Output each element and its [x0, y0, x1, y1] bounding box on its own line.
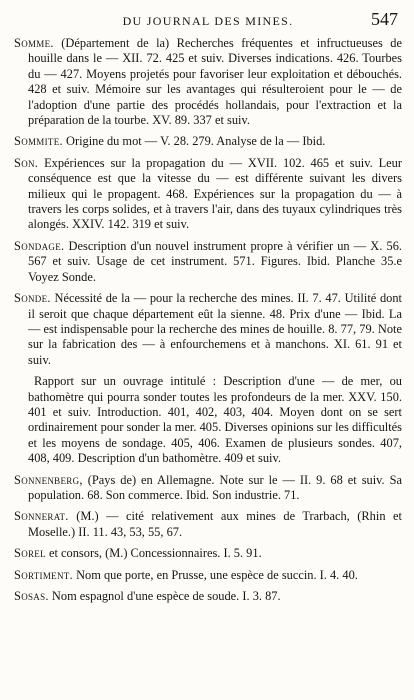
page-number: 547 — [371, 9, 398, 29]
index-entry-sommite — [14, 134, 402, 149]
entry-term: Sosas. — [14, 589, 49, 603]
entry-text: et consors, (M.) Concessionnaires. I. 5. 91. — [49, 546, 262, 561]
entry-text: Nom que porte, en Prusse, une espèce de succin. I. 4. 40. — [76, 567, 358, 582]
entry-text: Description d'un nouvel instrument propre à vérifier un — X. 56. 567 et suiv. Usage de cet instrument. 571. Figures. Ibid. Planche 35.e Voyez Sonde. — [28, 238, 402, 284]
index-entry-sosas — [14, 589, 402, 604]
index-subentry-bathometre — [14, 374, 402, 466]
index-entry-sondage — [14, 239, 402, 285]
index-entries — [14, 36, 402, 604]
entry-text: (Département de la) Recherches fréquentes et infructueuses de houille dans le — XII. 72. 425 et suiv. Diverses indications. 426. Tourbes du — 427. Moyens projetés pour favoriser leur exploitation et débouchés. 428 et suiv. Mémoire sur les avantages qui résulteroient pour le — de l'adoption d'une partie des procédés hollandais, pour l'extraction et la préparation de la tourbe. XV. 89. 337 et suiv. — [28, 36, 402, 128]
entry-term: Sortiment. — [14, 567, 73, 582]
entry-term: Somme. — [14, 36, 54, 50]
entry-term: Sommite. — [14, 134, 63, 149]
entry-text: (Pays de) en Allemagne. Note sur le — II. 9. 68 et suiv. Sa population. 68. Son commerce. Ibid. Son industrie. 71. — [28, 472, 402, 502]
entry-text: Origine du mot — V. 28. 279. Analyse de la — Ibid. — [66, 134, 326, 149]
index-entry-sonde — [14, 291, 402, 368]
entry-text: (M.) — cité relativement aux mines de Trarbach, (Rhin et Moselle.) II. 11. 43, 53, 55, 67. — [28, 509, 402, 539]
index-entry-sortiment — [14, 568, 402, 583]
entry-term: Sonnerat. — [14, 509, 69, 524]
entry-text: Nom espagnol d'une espèce de soude. I. 3. 87. — [51, 589, 281, 603]
entry-term: Sonnenberg, — [14, 472, 83, 487]
running-title: DU JOURNAL DES MINES. — [122, 14, 294, 28]
entry-term: Son. — [14, 155, 39, 170]
running-header — [14, 10, 402, 36]
entry-text: Expériences sur la propagation du — XVII. 102. 465 et suiv. Leur conséquence est que la vitesse du — est différente suivant les divers milieux qui le propagent. 468. Expériences sur la propagation du — à travers les corps solides, et à travers l'air, dans des tuyaux cylindriques très alongés. XXIV. 142. 319 et suiv. — [28, 155, 402, 232]
entry-term: Sorel — [14, 546, 46, 561]
index-entry-sonnerat — [14, 509, 402, 540]
entry-term: Sonde. — [14, 291, 51, 306]
entry-text: Nécessité de la — pour la recherche des mines. II. 7. 47. Utilité dont il seroit que chaque département eût la sienne. 48. Prix d'une — Ibid. La — est indispensable pour la recherche des mines de houille. 8. 77, 79. Note sur la fabrication des — à enfourchemens et à manchons. XI. 61. 91 et suiv. — [28, 291, 402, 367]
entry-term: Sondage. — [14, 238, 65, 253]
index-entry-sorel — [14, 546, 402, 561]
subentry-text: Rapport sur un ouvrage intitulé : Description d'une — de mer, ou bathomètre qui pourra sonder toutes les profondeurs de la mer. XXV. 150. 401 et suiv. Introduction. 401, 402, 403, 404. Moyen dont on se sert ordinairement pour sonder la mer. 405. Diverses opinions sur les difficultés et les moyens de sondage. 405, 406. Examen de plusieurs sondes. 407, 408, 409. Description d'un bathomètre. 409 et suiv. — [28, 374, 402, 466]
index-entry-son — [14, 156, 402, 233]
index-entry-somme — [14, 36, 402, 128]
index-entry-sonnenberg — [14, 473, 402, 504]
